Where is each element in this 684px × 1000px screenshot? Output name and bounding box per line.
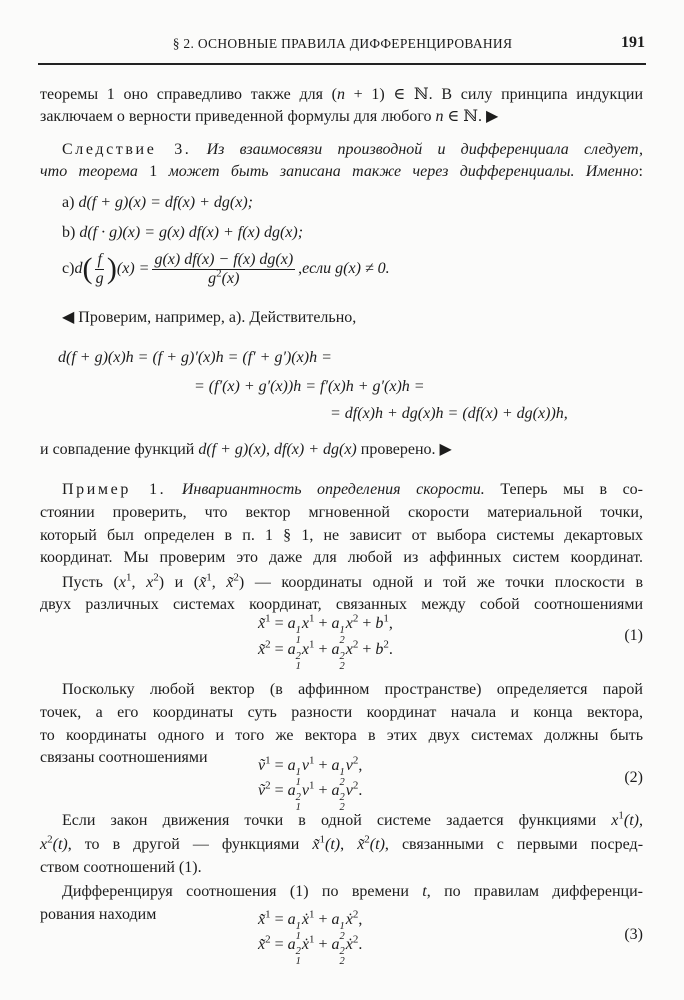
subscript: 1 — [295, 661, 301, 672]
text-run: + — [358, 641, 376, 658]
superscript: 1 — [265, 754, 271, 767]
superscript: 2 — [47, 833, 53, 846]
math-run: v — [345, 782, 353, 799]
math-run: f — [97, 250, 102, 268]
math-run: g — [208, 269, 217, 287]
text-run: связаны соотношениями — [40, 749, 208, 766]
text-run: и совпадение функций — [40, 441, 199, 458]
superscript: 2 — [352, 779, 359, 792]
derivation-line — [58, 347, 332, 369]
spaced-heading: Следствие 3. — [62, 141, 192, 158]
math-run: (t) — [623, 812, 639, 829]
text-line — [40, 881, 643, 903]
denominator — [208, 267, 240, 288]
text-run: , — [358, 911, 363, 928]
math-run: x — [345, 641, 353, 658]
text-run: = — [270, 615, 288, 632]
spaced-heading: Пример 1. — [62, 481, 167, 498]
superscript: 2 — [352, 908, 359, 921]
superscript: 1 — [383, 612, 389, 625]
math-run: x̃ — [258, 641, 266, 658]
superscript: 1 — [309, 779, 315, 792]
text-run: ) — координаты одной и той же точки плоскости в — [238, 574, 644, 591]
math-run: a — [287, 757, 296, 774]
equation-1-line — [258, 638, 393, 672]
text-run: ∈ ℕ. ▶ — [443, 108, 499, 125]
math-run: x — [345, 615, 353, 632]
header-rule — [38, 63, 646, 65]
math-run: x̃ — [199, 574, 207, 591]
formula-c — [62, 248, 390, 290]
text-run: заключаем о верности приведенной формулы для любого — [40, 108, 436, 125]
text-run: двух различных системах координат, связанных между собой соотношениями — [40, 596, 643, 613]
math-run: x̃ — [357, 836, 365, 853]
math-run: n — [435, 108, 444, 125]
text-run: , — [388, 615, 393, 632]
math-run: g(x) df(x) − f(x) dg(x) — [154, 250, 294, 268]
subscript: 2 — [339, 802, 345, 813]
text-run: , — [211, 574, 227, 591]
superscript: 2 — [295, 946, 301, 957]
text-line — [40, 525, 643, 547]
math-run: = df(x)h + dg(x)h = (df(x) + dg(x))h, — [330, 405, 568, 422]
page-number: 191 — [621, 34, 645, 51]
superscript: 2 — [216, 267, 222, 280]
math-run: g — [95, 269, 104, 287]
superscript: 1 — [339, 921, 345, 932]
math-run: (x) — [221, 269, 240, 287]
math-run: (t) — [52, 836, 68, 853]
math-run: Инвариантность определения скорости. — [181, 481, 485, 498]
equation-1-label: (1) — [624, 627, 643, 644]
math-run: x̃ — [226, 574, 234, 591]
math-run: ṽ — [258, 757, 266, 774]
text-run: + — [314, 615, 332, 632]
example-heading — [40, 479, 643, 501]
math-run: b — [375, 615, 384, 632]
subscript: 2 — [339, 931, 345, 942]
equation-2-line — [258, 754, 363, 788]
text-run: = — [270, 782, 288, 799]
superscript: 1 — [309, 908, 315, 921]
derivation-line — [330, 403, 568, 425]
subscript: 1 — [295, 802, 301, 813]
subscript: 2 — [339, 635, 345, 646]
math-run: a — [287, 936, 296, 953]
text-run: ) и ( — [158, 574, 200, 591]
superscript: 2 — [339, 946, 345, 957]
superscript: 2 — [364, 833, 370, 846]
text-line — [40, 502, 643, 524]
superscript: 1 — [319, 833, 326, 846]
fraction — [152, 251, 295, 288]
math-run: (x) = — [116, 260, 150, 277]
text-run: + — [358, 615, 376, 632]
math-run: b — [375, 641, 384, 658]
text-line — [40, 106, 643, 128]
math-run: x̃ — [258, 615, 266, 632]
text-run: : — [638, 163, 643, 180]
derivation-line — [194, 376, 425, 398]
text-run: = — [270, 911, 288, 928]
text-line — [40, 702, 643, 724]
subscript: 1 — [295, 635, 301, 646]
index-pair — [340, 947, 345, 967]
subscript: 1 — [295, 777, 301, 788]
corollary-heading — [40, 139, 643, 161]
text-line — [40, 725, 643, 747]
math-run: = (f′(x) + g′(x))h = f′(x)h + g′(x)h = — [194, 378, 425, 395]
fraction — [95, 251, 103, 288]
superscript: 1 — [295, 767, 301, 778]
math-run: a — [331, 757, 340, 774]
text-run: = — [270, 757, 288, 774]
text-line — [40, 161, 643, 183]
text-line — [40, 439, 643, 461]
math-run: n — [336, 86, 345, 103]
text-run: c) — [62, 260, 75, 277]
math-run: v — [301, 757, 309, 774]
math-run: d(f · g)(x) = g(x) df(x) + f(x) dg(x); — [79, 224, 304, 241]
superscript: 2 — [339, 792, 345, 803]
math-run: что теорема — [40, 163, 150, 180]
superscript: 1 — [265, 612, 271, 625]
math-run: x̃ — [312, 836, 320, 853]
superscript: 2 — [265, 638, 271, 651]
text-run: , то в другой — функциями — [67, 836, 313, 853]
math-run: d(f + g)(x)h = (f + g)′(x)h = (f′ + g′)(x)h = — [58, 349, 332, 366]
text-run: . — [358, 936, 363, 953]
text-run: . — [358, 782, 363, 799]
text-line — [40, 679, 643, 701]
proof-start — [62, 307, 356, 329]
text-run: ством соотношений (1). — [40, 859, 202, 876]
text-run: + — [314, 936, 332, 953]
math-run: x — [301, 615, 309, 632]
text-run — [166, 481, 182, 498]
text-run: + 1) ∈ ℕ. В силу принципа индукции — [344, 86, 643, 103]
superscript: 2 — [265, 779, 271, 792]
text-run: точек, а его координаты суть разности координат начала и конца вектора, — [40, 704, 643, 721]
text-line — [40, 84, 643, 106]
superscript: 2 — [352, 638, 359, 651]
text-run: то координаты одного и того же вектора в этих двух системах должны быть — [40, 727, 643, 744]
superscript: 1 — [339, 767, 345, 778]
text-run: Если закон движения точки в одной системе задается функциями — [62, 812, 612, 829]
formula-a — [62, 192, 253, 214]
math-run: d(f + g)(x) = df(x) + dg(x); — [78, 194, 253, 211]
text-run: Пусть ( — [62, 574, 119, 591]
superscript: 1 — [309, 612, 315, 625]
text-run: который был определен в п. 1 § 1, не зависит от выбора системы декартовых — [40, 527, 643, 544]
denominator — [96, 270, 104, 288]
superscript: 1 — [206, 571, 212, 584]
math-run: a — [331, 936, 340, 953]
math-run: d(f + g)(x), df(x) + dg(x) — [198, 441, 357, 458]
superscript: 2 — [352, 754, 359, 767]
math-run: (t) — [325, 836, 341, 853]
math-run: ẋ — [301, 936, 309, 953]
text-run: a) — [62, 194, 79, 211]
superscript: 1 — [309, 638, 315, 651]
subscript: 2 — [339, 956, 345, 967]
text-run: стоянии проверить, что вектор мгновенной скорости материальной точки, — [40, 504, 643, 521]
text-run: . — [388, 641, 393, 658]
math-run: ẋ — [345, 911, 353, 928]
superscript: 1 — [295, 921, 301, 932]
text-run — [191, 141, 206, 158]
superscript: 1 — [309, 754, 315, 767]
text-run: ◀ Проверим, например, а). Действительно, — [62, 309, 357, 326]
index-pair — [296, 947, 301, 967]
math-run: a — [331, 641, 340, 658]
text-run: b) — [62, 224, 80, 241]
text-run: , — [639, 812, 643, 829]
formula-b — [62, 222, 303, 244]
text-line — [40, 857, 643, 879]
superscript: 2 — [352, 933, 359, 946]
superscript: 2 — [339, 651, 345, 662]
index-pair — [340, 652, 345, 672]
math-run: x — [118, 574, 126, 591]
math-run: x — [301, 641, 309, 658]
large-paren: ) — [106, 252, 117, 285]
math-run: a — [331, 911, 340, 928]
superscript: 2 — [383, 638, 389, 651]
text-run: Теперь мы в со- — [484, 481, 644, 498]
math-run: x — [40, 836, 48, 853]
running-header — [40, 36, 645, 56]
superscript: 2 — [233, 571, 239, 584]
text-run: Дифференцируя соотношения (1) по времени — [62, 883, 423, 900]
math-run: t — [422, 883, 427, 900]
text-run: , — [298, 260, 303, 277]
superscript: 2 — [153, 571, 159, 584]
subscript: 1 — [295, 956, 301, 967]
text-line — [40, 547, 643, 569]
subscript: 1 — [295, 931, 301, 942]
math-run: x — [146, 574, 154, 591]
superscript: 2 — [295, 651, 301, 662]
superscript: 2 — [352, 612, 359, 625]
superscript: 1 — [309, 933, 315, 946]
text-run: + — [314, 757, 332, 774]
text-run: , — [131, 574, 147, 591]
math-run: x̃̇ — [258, 911, 266, 928]
math-run: v — [345, 757, 353, 774]
text-run: , по правилам дифференци- — [426, 883, 643, 900]
text-run: = — [270, 641, 288, 658]
text-run: + — [314, 782, 332, 799]
equation-3-label: (3) — [624, 926, 643, 943]
text-run: Поскольку любой вектор (в аффинном пространстве) определяется парой — [62, 681, 643, 698]
text-run: + — [314, 641, 332, 658]
text-run: координат. Мы проверим это даже для любой из аффинных систем координат. — [40, 549, 643, 566]
math-run: a — [287, 615, 296, 632]
math-run: a — [331, 782, 340, 799]
text-line — [40, 572, 643, 594]
math-run: если g(x) ≠ 0. — [302, 260, 390, 277]
superscript: 2 — [295, 792, 301, 803]
math-run: ẋ — [345, 936, 353, 953]
text-run: проверено. ▶ — [356, 441, 452, 458]
subscript: 2 — [339, 661, 345, 672]
equation-2-line — [258, 777, 363, 813]
running-header-title: § 2. ОСНОВНЫЕ ПРАВИЛА ДИФФЕРЕНЦИРОВАНИЯ — [172, 36, 513, 51]
math-run: x — [611, 812, 619, 829]
text-run: рования находим — [40, 906, 157, 923]
equation-2-label: (2) — [624, 769, 643, 786]
superscript: 1 — [295, 625, 301, 636]
text-run: , — [358, 757, 363, 774]
index-pair — [296, 652, 301, 672]
text-run: + — [314, 911, 332, 928]
math-run: a — [331, 615, 340, 632]
large-paren: ( — [82, 252, 93, 285]
numerator — [95, 251, 103, 270]
math-run: ẋ — [301, 911, 309, 928]
equation-3-line — [258, 931, 363, 967]
superscript: 1 — [339, 625, 345, 636]
text-line — [40, 810, 643, 832]
text-run: 1 — [149, 163, 158, 180]
math-run: d — [74, 260, 83, 277]
math-run: ṽ — [258, 782, 266, 799]
math-run: может быть записана также через дифференциалы. Именно — [157, 163, 639, 180]
math-run: v — [301, 782, 309, 799]
equation-1-line — [258, 612, 393, 646]
math-run: Из взаимосвязи производной и дифференциала следует, — [206, 141, 644, 158]
math-run: (t) — [369, 836, 385, 853]
math-run: a — [287, 641, 296, 658]
math-run: x̃̇ — [258, 936, 266, 953]
text-run: , связанными с первыми посред- — [384, 836, 644, 853]
superscript: 1 — [265, 908, 271, 921]
superscript: 1 — [125, 571, 132, 584]
subscript: 2 — [339, 777, 345, 788]
math-run: a — [287, 911, 296, 928]
superscript: 2 — [265, 933, 271, 946]
numerator — [152, 251, 295, 270]
text-run: теоремы 1 оно справедливо также для ( — [40, 86, 337, 103]
text-run: , — [340, 836, 358, 853]
text-run: = — [270, 936, 288, 953]
math-run: a — [287, 782, 296, 799]
text-line — [40, 834, 643, 856]
superscript: 1 — [618, 809, 624, 822]
equation-3-line — [258, 908, 363, 942]
